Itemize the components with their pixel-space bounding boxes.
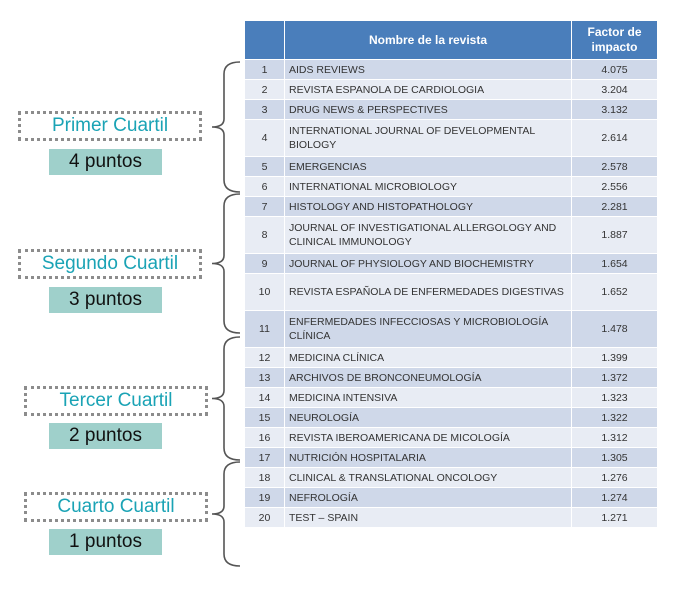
impact-factor-cell: 1.305: [572, 448, 658, 468]
impact-factor-cell: 1.372: [572, 368, 658, 388]
journal-name-cell: TEST – SPAIN: [285, 508, 572, 528]
quartile-2-label: Segundo Cuartil: [18, 249, 202, 279]
rank-cell: 2: [245, 80, 285, 100]
impact-factor-cell: 1.654: [572, 254, 658, 274]
quartile-3-brace: [212, 337, 240, 460]
impact-factor-header: Factor de impacto: [572, 21, 658, 60]
quartile-4-brace: [212, 462, 240, 566]
quartile-3-label: Tercer Cuartil: [24, 386, 208, 416]
quartile-4-points: 1 puntos: [49, 529, 162, 555]
rank-cell: 14: [245, 388, 285, 408]
rank-cell: 13: [245, 368, 285, 388]
rank-cell: 7: [245, 197, 285, 217]
journal-name-cell: JOURNAL OF INVESTIGATIONAL ALLERGOLOGY AND CLINICAL IMMUNOLOGY: [285, 217, 572, 254]
journal-name-cell: INTERNATIONAL MICROBIOLOGY: [285, 177, 572, 197]
journal-name-cell: NEFROLOGÍA: [285, 488, 572, 508]
rank-cell: 1: [245, 60, 285, 80]
rank-cell: 5: [245, 157, 285, 177]
journal-name-cell: ARCHIVOS DE BRONCONEUMOLOGÍA: [285, 368, 572, 388]
impact-factor-cell: 3.132: [572, 100, 658, 120]
impact-factor-cell: 3.204: [572, 80, 658, 100]
impact-factor-cell: 1.271: [572, 508, 658, 528]
rank-cell: 11: [245, 311, 285, 348]
impact-factor-cell: 2.578: [572, 157, 658, 177]
impact-factor-cell: 2.614: [572, 120, 658, 157]
impact-factor-cell: 1.276: [572, 468, 658, 488]
journal-name-cell: NUTRICIÓN HOSPITALARIA: [285, 448, 572, 468]
journal-name-cell: REVISTA ESPANOLA DE CARDIOLOGIA: [285, 80, 572, 100]
journal-name-header: Nombre de la revista: [285, 21, 572, 60]
impact-factor-cell: 1.312: [572, 428, 658, 448]
rank-cell: 18: [245, 468, 285, 488]
quartile-3-points: 2 puntos: [49, 423, 162, 449]
journal-name-cell: DRUG NEWS & PERSPECTIVES: [285, 100, 572, 120]
rank-cell: 6: [245, 177, 285, 197]
impact-factor-cell: 2.281: [572, 197, 658, 217]
journal-name-cell: MEDICINA CLÍNICA: [285, 348, 572, 368]
quartile-2-brace: [212, 194, 240, 333]
rank-cell: 3: [245, 100, 285, 120]
impact-factor-cell: 1.399: [572, 348, 658, 368]
journal-name-cell: HISTOLOGY AND HISTOPATHOLOGY: [285, 197, 572, 217]
impact-factor-cell: 1.323: [572, 388, 658, 408]
rank-cell: 15: [245, 408, 285, 428]
journal-name-cell: JOURNAL OF PHYSIOLOGY AND BIOCHEMISTRY: [285, 254, 572, 274]
journal-name-cell: CLINICAL & TRANSLATIONAL ONCOLOGY: [285, 468, 572, 488]
rank-cell: 8: [245, 217, 285, 254]
quartile-2-points: 3 puntos: [49, 287, 162, 313]
rank-cell: 9: [245, 254, 285, 274]
impact-factor-cell: 2.556: [572, 177, 658, 197]
quartile-4-label: Cuarto Cuartil: [24, 492, 208, 522]
journal-name-cell: EMERGENCIAS: [285, 157, 572, 177]
journal-name-cell: AIDS REVIEWS: [285, 60, 572, 80]
impact-factor-cell: 1.887: [572, 217, 658, 254]
journal-name-cell: MEDICINA INTENSIVA: [285, 388, 572, 408]
rank-cell: 10: [245, 274, 285, 311]
journal-name-cell: REVISTA IBEROAMERICANA DE MICOLOGÍA: [285, 428, 572, 448]
quartile-1-points: 4 puntos: [49, 149, 162, 175]
quartile-1-label: Primer Cuartil: [18, 111, 202, 141]
quartile-1-brace: [212, 62, 240, 192]
rank-cell: 19: [245, 488, 285, 508]
impact-factor-cell: 1.478: [572, 311, 658, 348]
impact-factor-cell: 1.652: [572, 274, 658, 311]
journal-name-cell: ENFERMEDADES INFECCIOSAS Y MICROBIOLOGÍA CLÍNICA: [285, 311, 572, 348]
journal-name-cell: REVISTA ESPAÑOLA DE ENFERMEDADES DIGESTIVAS: [285, 274, 572, 311]
impact-factor-cell: 1.322: [572, 408, 658, 428]
rank-cell: 20: [245, 508, 285, 528]
rank-cell: 16: [245, 428, 285, 448]
rank-cell: 17: [245, 448, 285, 468]
impact-factor-cell: 4.075: [572, 60, 658, 80]
rank-cell: 4: [245, 120, 285, 157]
impact-factor-cell: 1.274: [572, 488, 658, 508]
journal-name-cell: NEUROLOGÍA: [285, 408, 572, 428]
journal-name-cell: INTERNATIONAL JOURNAL OF DEVELOPMENTAL BIOLOGY: [285, 120, 572, 157]
rank-cell: 12: [245, 348, 285, 368]
